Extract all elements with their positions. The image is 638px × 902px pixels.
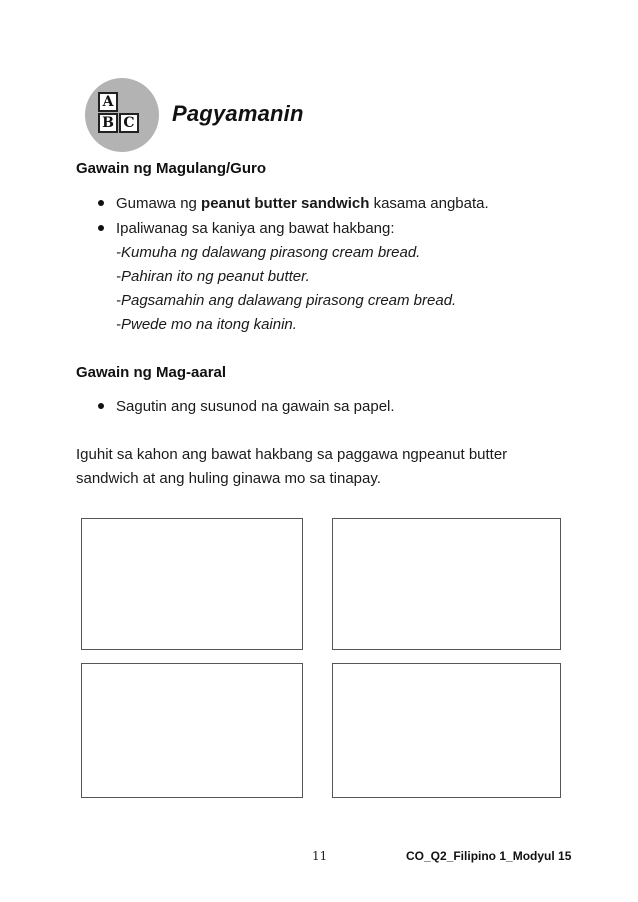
bullet-text: Sagutin ang susunod na gawain sa papel. [116,398,395,415]
drawing-box-4 [332,663,561,798]
module-code: CO_Q2_Filipino 1_Modyul 15 [406,849,572,863]
section-title: Pagyamanin [172,101,304,126]
parent-bullet-2 [98,220,395,237]
bullet-text-bold: peanut butter sandwich [201,195,370,212]
bullet-icon [98,225,104,231]
bullet-icon [98,200,104,206]
student-bullet-1 [98,398,395,415]
bullet-text-pre: Gumawa ng [116,195,202,212]
student-activity-heading: Gawain ng Mag-aaral [76,364,227,381]
step-item-4: -Pwede mo na itong kainin. [116,316,297,333]
page-number: 11 [312,849,328,863]
bullet-text-post: kasama angbata. [369,195,489,212]
parent-bullet-1 [98,195,489,212]
drawing-box-1 [81,518,303,650]
drawing-box-3 [81,663,303,798]
block-b-icon: B [98,113,118,133]
block-a-icon: A [98,92,118,112]
step-item-3: -Pagsamahin ang dalawang pirasong cream bread. [116,292,457,309]
parent-activity-heading: Gawain ng Magulang/Guro [76,160,267,177]
bullet-text: Ipaliwanag sa kaniya ang bawat hakbang: [116,220,395,237]
bullet-icon [98,403,104,409]
instruction-line-2: sandwich at ang huling ginawa mo sa tinapay. [76,470,381,487]
drawing-box-2 [332,518,561,650]
block-c-icon: C [119,113,139,133]
instruction-line-1: Iguhit sa kahon ang bawat hakbang sa paggawa ngpeanut butter [76,446,508,463]
step-item-1: -Kumuha ng dalawang pirasong cream bread. [116,244,421,261]
step-item-2: -Pahiran ito ng peanut butter. [116,268,310,285]
